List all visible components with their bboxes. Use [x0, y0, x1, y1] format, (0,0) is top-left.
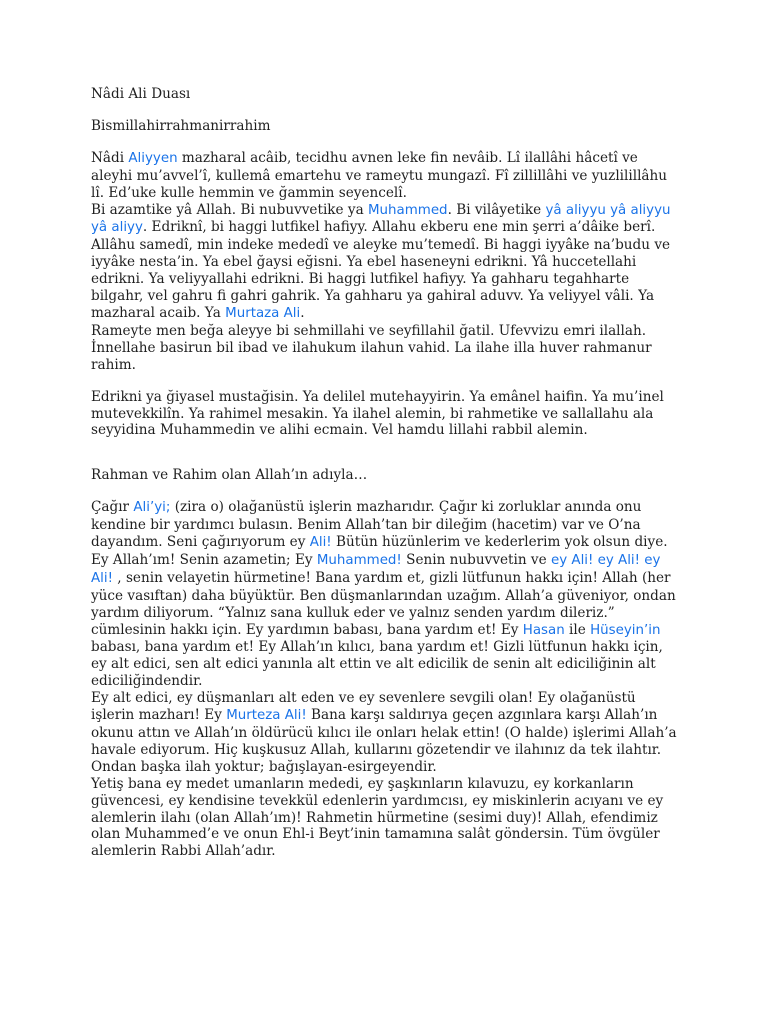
- highlight-ya-aliyyu: yâ aliyyu yâ aliyyu yâ aliyy: [91, 202, 671, 236]
- turkish-paragraph-4: Yetiş bana ey medet umanların mededi, ey şaşkınların kılavuzu, ey korkanların güvencesi, ey kendisine tevekkül edenlerin yardımcısı, ey miskinlerin acıyanı ve ey alemlerin ilahı (olan Allah’ım)! Rahmetin hürmetine (sesimi duy)! Allah, efendimiz olan Muhammed’e ve onun Ehl-i Beyt’inin tamamına salât göndersin. Tüm övgüler alemlerin Rabbi Allah’adır.: [91, 775, 664, 860]
- turkish-paragraph-2: Ey Allah’ım! Senin azametin; Ey Muhammed! Senin nubuvvetin ve ey Ali! ey Ali! ey Ali! , senin velayetin hürmetine! Bana yardım et, gizli lütfunun hakkı için! Allah (her yüce vasıftan) daha büyüktür. Ben düşmanlarından uzağım. Allah’a güveniyor, ondan yardım diliyorum. “Yalnız sana kulluk eder ve yalnız senden yardım dileriz.” cümlesinin hakkı için. Ey yardımın babası, bana yardım et! Ey Hasan ile Hüseyin’in babası, bana yardım et! Ey Allah’ın kılıcı, bana yardım et! Gizli lütfunun hakkı için, ey alt edici, sen alt edici yanınla alt ettin ve alt edicilik de senin alt ediciliğinin alt ediciliğindendir.: [91, 551, 676, 690]
- highlight-ali: Ali!: [309, 535, 332, 551]
- arabic-paragraph-1: Nâdi Aliyyen mazharal acâib, tecidhu avnen leke fin nevâib. Lî ilallâhi hâcetî ve aleyhi mu’avvel’î, kullemâ emartehu ve rameytu mungazî. Fî zillillâhi ve yuzlilillâhu lî. Ed’uke kulle hemmin ve ğammin seyencelî.: [91, 149, 668, 201]
- turkish-paragraph-3: Ey alt edici, ey düşmanları alt eden ve ey sevenlere sevgili olan! Ey olağanüstü işlerin mazharı! Ey Murteza Ali! Bana karşı saldırıya geçen azgınlara karşı Allah’ın okunu attın ve Allah’ın öldürücü kılıcı ile onları helak ettin! (O halde) işlerimi Allah’a havale ediyorum. Hiç kuşkusuz Allah, kullarını gözetendir ve ilahınız da tek ilahtır. Ondan başka ilah yoktur; bağışlayan-esirgeyendir.: [91, 690, 677, 775]
- turkish-paragraph-1: Çağır Ali’yi; (zira o) olağanüstü işlerin mazharıdır. Çağır ki zorluklar anında onu kendine bir yardımcı bulasın. Benim Allah’tan bir dileğim (hacetim) var ve O’na dayandım. Seni çağırıyorum ey Ali! Bütün hüzünlerim ve kederlerim yok olsun diye.: [91, 499, 668, 551]
- highlight-murteza-ali: Murteza Ali!: [226, 708, 307, 724]
- arabic-paragraph-3: Rameyte men beğa aleyye bi sehmillahi ve seyfillahil ğatil. Ufevvizu emri ilallah. İnnellahe basirun bil ibad ve ilahukum ilahun vahid. La ilahe illa huver rahmanur rahim.: [91, 322, 652, 373]
- highlight-muhammed: Muhammed: [368, 202, 448, 218]
- basmala-line: Bismillahirrahmanirrahim: [91, 117, 271, 134]
- highlight-ey-ali: ey Ali! ey Ali! ey Ali!: [91, 552, 661, 586]
- highlight-hasan: Hasan: [522, 622, 565, 638]
- highlight-aliyyen: Aliyyen: [128, 150, 178, 166]
- highlight-huseyin: Hüseyin’in: [590, 622, 661, 638]
- arabic-paragraph-2: Bi azamtike yâ Allah. Bi nubuvvetike ya Muhammed. Bi vilâyetike yâ aliyyu yâ aliyyu yâ aliyy. Edriknî, bi haggi lutfikel hafiyy. Allahu ekberu ene min şerri a’dâike berî. Allâhu samedî, min indeke mededî ve aleyke mu’temedî. Bi haggi iyyâke na’budu ve iyyâke nesta’in. Ya ebel ğaysi eğisni. Ya ebel haseneyni edrikni. Yâ huccetellahi edrikni. Ya veliyyallahi edrikni. Bi haggi lutfikel hafiyy. Ya gahharu tegahharte bilgahr, vel gahru fi gahri gahrik. Ya gahharu ya gahiral aduvv. Ya veliyyel vâli. Ya mazharal acaib. Ya Murtaza Ali.: [91, 201, 671, 321]
- highlight-aliyi: Ali’yi;: [133, 500, 171, 516]
- arabic-paragraph-4: Edrikni ya ğiyasel mustağisin. Ya delilel mutehayyirin. Ya emânel haifin. Ya mu’inel mutevekkilîn. Ya rahimel mesakin. Ya ilahel alemin, bi rahmetike ve sallallahu ala seyyidina Muhammedin ve alihi ecmain. Vel hamdu lillahi rabbil alemin.: [91, 388, 664, 439]
- turkish-intro: Rahman ve Rahim olan Allah’ın adıyla…: [91, 467, 368, 484]
- highlight-murtaza-ali: Murtaza Ali: [225, 305, 301, 321]
- highlight-muhammed-tr: Muhammed!: [316, 552, 402, 568]
- document-page: [91, 86, 677, 860]
- document-title: Nâdi Ali Duası: [91, 86, 191, 102]
- section-spacer: [91, 439, 677, 467]
